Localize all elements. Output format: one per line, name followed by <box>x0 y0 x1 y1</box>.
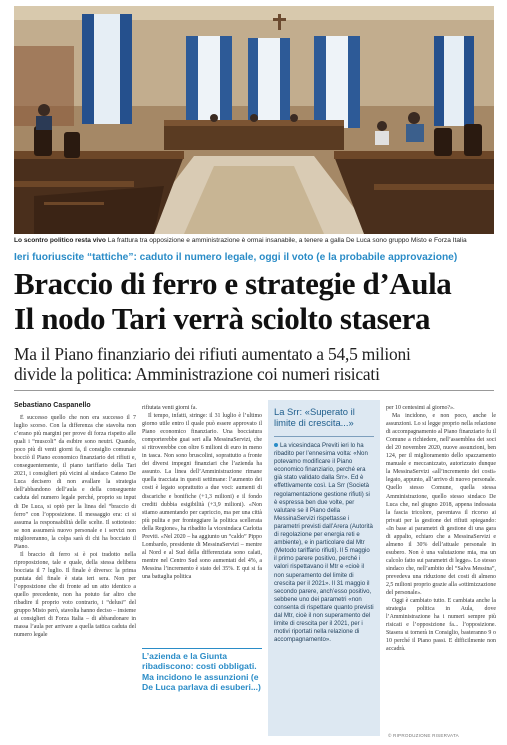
paragraph: rifiutata venti giorni fa. <box>142 405 197 411</box>
paragraph: È successo quello che non era successo il 7 luglio scorso. Con la differenza che stavolta non c’erano più margini per prove di forza rispetto alle quali i “muscoli” da esibire sono neutri. Quando, poco più di venti giorni fa, il consiglio comunale bocciò il Piano economico finanziario dei rifiuti e, conseguentemente, il piano tariffario della Tari 2021, i consiglieri più vicini al sindaco Cateno De Luca decisero di non avallare la strategia dell’abbandono dell’aula e della conseguente caduta del numero legale perché, proprio su input di De Luca, si optò per la linea del “braccio di ferro” con l’opposizione. Il messaggio era: ci si assuma la responsabilità delle scelte. Il sottotesto: se non assumerà nuovo personale e i servizi non miglioreranno, la colpa sarà di chi ha bocciato il Piano. <box>14 415 136 550</box>
article-column-4 <box>386 404 496 734</box>
inset-rule <box>142 648 262 649</box>
sidebar-rule <box>274 436 374 437</box>
paragraph: Ma incidono, e non poco, anche le assunzioni. Lo si legge proprio nella relazione di accompagnamento al Piano finanziario fu il Comune a richiedere, nell’assemblea dei soci del 20 novembre 2020, nuove assunzioni, ben 124, per il miglioramento dello spazzamento manuale e meccanizzato, autorizzato dunque la MessinaServizi «all’incremento dei costi» legato, appunto, all’arrivo di nuovo personale. Quello stesso Comune, quella stessa Amministrazione, quello stesso sindaco De Luca che, nel giugno 2018, appena indossata la fascia tricolore, paventava il ricorso ai privati per la gestione dei rifiuti spiegando: «In base ai parametri di gestione di una gara di appalto, echiaro che a MessinaServizi e almeno il 30% dell’attuale personale in esubero. Non è una valutazione mia, ma un calcolo fatto sui parametri di legge». Lo stesso sindaco che, nell’ambito del “Salva Messina”, prevedeva una riduzione dei costi di almeno 2,5 milioni proprio grazie alla «ottimizzazione del personale». <box>386 413 496 597</box>
article-column-1 <box>14 414 136 732</box>
headline <box>14 266 500 336</box>
caption-bold: Lo scontro politico resta vivo <box>14 237 106 244</box>
inset-box <box>142 648 262 712</box>
headline-line-1: Braccio di ferro e strategie d’Aula <box>14 266 452 301</box>
byline: Sebastiano Caspanello <box>14 402 91 409</box>
paragraph: Il braccio di ferro si è poi tradotto nella riproposizione, tale e quale, della stessa delibera bocciata il 7 luglio. Il finale è diverso: la prima puntata del finale è stata ieri sera. Non per l’opposizione che di fronte ad un atto identico a quello precedente, non ha potuto far altro che ribadire il proprio voto contrario, i “delusi” del gruppo Misto però, stavolta hanno deciso – insieme ai consiglieri di Forza Italia – di abbandonare in massa l’aula per arrivare a quella tattica caduta del numero legale <box>14 551 136 639</box>
subheadline-line-2: divide la politica: Amministrazione coi numeri risicati <box>14 364 380 384</box>
article-column-2 <box>142 404 262 644</box>
subheadline-line-1: Ma il Piano finanziario dei rifiuti aumentato a 54,5 milioni <box>14 344 411 364</box>
divider <box>14 390 494 391</box>
sidebar-title: La Srr: «Superato il limite di crescita...» <box>274 406 355 428</box>
sidebar-body <box>274 442 374 732</box>
subheadline <box>14 344 500 384</box>
bullet-icon <box>274 443 278 447</box>
sidebar-box <box>268 400 380 736</box>
headline-line-2: Il nodo Tari verrà sciolto stasera <box>14 301 431 336</box>
council-chamber-photo <box>14 6 494 234</box>
paragraph: Il tempo, infatti, stringe: il 31 luglio è l’ultimo giorno utile entro il quale può essere approvato il Piano economico finanziario. Una bocciatura comporterebbe guai seri alla MessinaServizi, che si ritroverebbe con oltre 6 milioni di euro in meno in tasca. Non sono bruscolini, soprattutto a fronte dei diversi impegni finanziari che l’azienda ha assunto. La linea dell’Amministrazione rimane quella tracciata in questi settimane: l’aumento dei costi è legato soprattutto a due voci: aumenti di discariche e bonifiche (+1,3 milioni) e il fondo crediti dubbia esigibilità (+3,9 milioni). «Non stiamo aumentando per capriccio, ma per una città più pulita e per fronteggiare la politica scellerata della Regione», ha ribadito la vicesindaca Carlotta Previti. «Nel 2020 – ha aggiunto un “caldo” Pippo Lombardo, presidente di MessinaServizi – mentre al Nord e al Sud della differenziata sono calati, mentre nel Centro Sud sono aumentati del 4%, a Messina l’incremento è stato del 35%. E qui si fa una battaglia politica <box>142 413 262 580</box>
kicker: Ieri fuoriuscite “tattiche”: caduto il numero legale, oggi il voto (e la probabile approvazione) <box>14 252 458 263</box>
paragraph: Oggi è cambiato tutto. E cambiata anche la strategia politica in Aula, dove l’Amministrazione ha i numeri sempre più risicati e l’opposizione fa... l’opposizione. Stasera si tornerà in Consiglio, basteranno 9 o 10 perché il Piano passi. E difficilmente non accadrà. <box>386 598 496 653</box>
photo-caption <box>14 236 494 245</box>
inset-text: L’azienda e la Giunta ribadiscono: costi obbligati. Ma incidono le assunzioni (e De Luca parlava di esuberi...) <box>142 651 261 692</box>
copyright-notice: © RIPRODUZIONE RISERVATA <box>388 733 459 738</box>
caption-text: La frattura tra opposizione e amministrazione è ormai insanabile, a tenere a galla De Luca sono gruppo Misto e Forza Italia <box>105 237 467 244</box>
sidebar-text: La vicesindaca Previti ieri lo ha ribadito per l’ennesima volta: «Non potevamo modificare il Piano economico finanziario, perché era già stato validato dalla Srr». Ed è effettivamente così. La Srr (Società regolamentazione gestione rifiuti) si è espressa ben due volte, per valutare se il Piano della MessinaServizi rispettasse i parametri previsti dall’Arera (Autorità di regolazione per energia reti e ambiente), e in particolare dal Mtr (Metodo tariffario rifiuti). Il 5 maggio il primo parere positivo, perché i valori rispettavano il Mtr e «cioè il non superamento del limite di crescita per il 2021». Il 31 maggio il secondo parere, anch’esso positivo, sebbene uno dei parametri «non consenta di rispettare quanto previsti dal Mtr, cioè il non superamento del limite di crescita per il 2021, per i motivi riportati nella relazione di accompagnamento». <box>274 442 374 644</box>
paragraph: per 10 centesimi al giorno?». <box>386 405 455 411</box>
